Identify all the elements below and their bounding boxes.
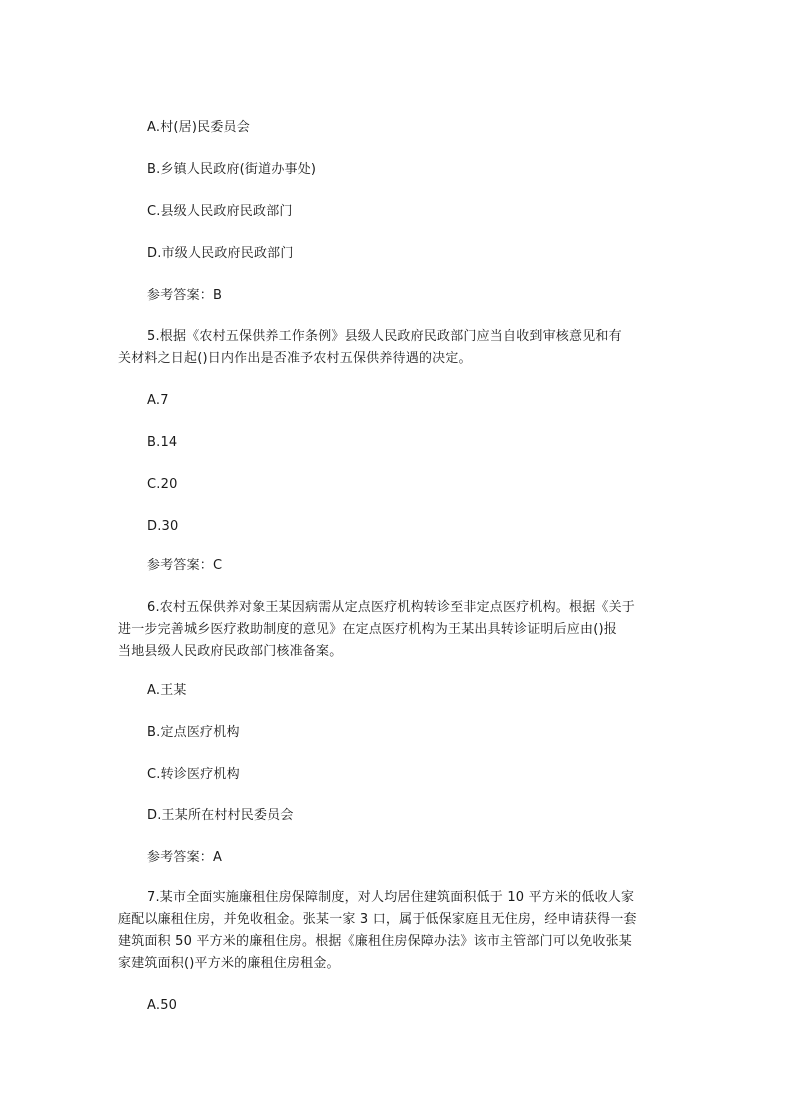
q7-stem-line-4: 家建筑面积()平方米的廉租住房租金。 bbox=[118, 956, 340, 971]
q4-option-b: B.乡镇人民政府(街道办事处) bbox=[147, 162, 317, 177]
q6-option-b: B.定点医疗机构 bbox=[147, 725, 240, 740]
q6-stem-line-3: 当地县级人民政府民政部门核准备案。 bbox=[118, 644, 343, 659]
q7-stem-line-1: 7.某市全面实施廉租住房保障制度，对人均居住建筑面积低于 10 平方米的低收人家 bbox=[147, 890, 635, 905]
q6-stem-line-1: 6.农村五保供养对象王某因病需从定点医疗机构转诊至非定点医疗机构。根据《关于 bbox=[147, 600, 636, 615]
q4-option-c: C.县级人民政府民政部门 bbox=[147, 204, 293, 219]
q4-option-d: D.市级人民政府民政部门 bbox=[147, 246, 294, 261]
q4-option-a: A.村(居)民委员会 bbox=[147, 120, 250, 135]
q7-stem-line-2: 庭配以廉租住房，并免收租金。张某一家 3 口，属于低保家庭且无住房，经申请获得一套 bbox=[118, 912, 637, 927]
q5-stem-line-2: 关材料之日起()日内作出是否准予农村五保供养待遇的决定。 bbox=[118, 351, 472, 366]
q5-option-a: A.7 bbox=[147, 393, 169, 408]
q6-option-d: D.王某所在村村民委员会 bbox=[147, 808, 294, 823]
q4-answer: 参考答案：B bbox=[147, 288, 223, 303]
q6-option-c: C.转诊医疗机构 bbox=[147, 767, 240, 782]
q5-answer: 参考答案：C bbox=[147, 558, 223, 573]
q7-option-a: A.50 bbox=[147, 998, 178, 1013]
q6-answer: 参考答案：A bbox=[147, 850, 223, 865]
q6-stem-line-2: 进一步完善城乡医疗救助制度的意见》在定点医疗机构为王某出具转诊证明后应由()报 bbox=[118, 622, 617, 637]
q6-option-a: A.王某 bbox=[147, 683, 187, 698]
q5-option-d: D.30 bbox=[147, 519, 179, 534]
q7-stem-line-3: 建筑面积 50 平方米的廉租住房。根据《廉租住房保障办法》该市主管部门可以免收张某 bbox=[118, 934, 633, 949]
q5-stem-line-1: 5.根据《农村五保供养工作条例》县级人民政府民政部门应当自收到审核意见和有 bbox=[147, 329, 622, 344]
q5-option-c: C.20 bbox=[147, 477, 178, 492]
q5-option-b: B.14 bbox=[147, 435, 178, 450]
